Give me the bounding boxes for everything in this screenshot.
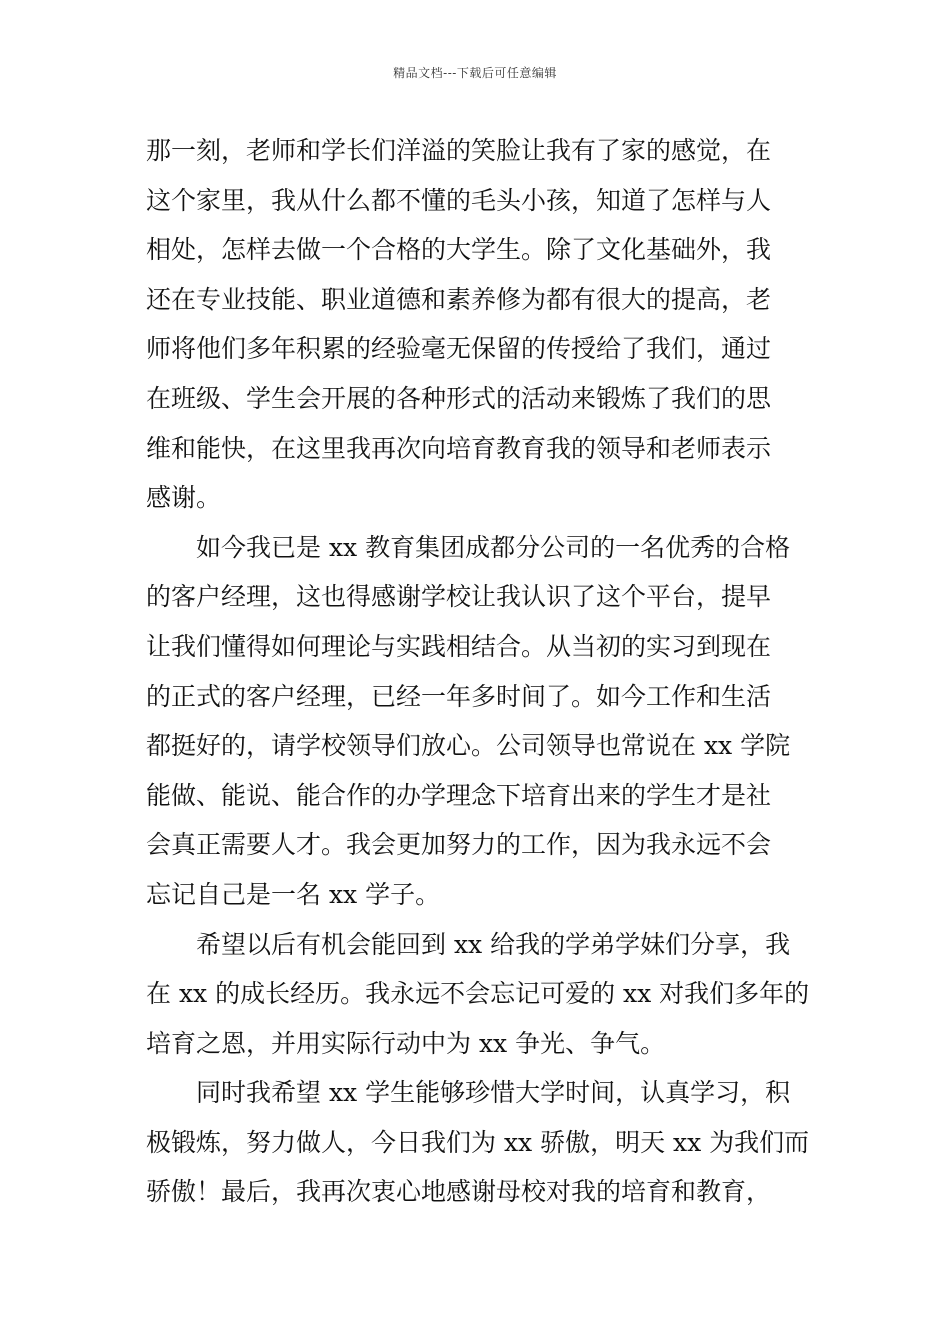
text-line: 让我们懂得如何理论与实践相结合。从当初的实习到现在 — [146, 631, 772, 661]
text-line: 相处，怎样去做一个合格的大学生。除了文化基础外，我 — [146, 235, 772, 265]
paragraph-3 — [146, 920, 810, 1069]
page-header: 精品文档---下载后可任意编辑 — [393, 66, 557, 80]
document-body — [146, 126, 810, 1217]
text-line: 极锻炼，努力做人，今日我们为 xx 骄傲，明天 xx 为我们而 — [146, 1127, 810, 1157]
text-line: 的客户经理，这也得感谢学校让我认识了这个平台，提早 — [146, 582, 772, 612]
text-line: 同时我希望 xx 学生能够珍惜大学时间，认真学习，积 — [196, 1078, 791, 1108]
text-line: 如今我已是 xx 教育集团成都分公司的一名优秀的合格 — [196, 532, 791, 562]
text-line: 这个家里，我从什么都不懂的毛头小孩，知道了怎样与人 — [146, 185, 772, 215]
text-line: 培育之恩，并用实际行动中为 xx 争光、争气。 — [146, 1028, 666, 1058]
text-line: 会真正需要人才。我会更加努力的工作，因为我永远不会 — [146, 830, 772, 860]
paragraph-1 — [146, 126, 810, 523]
text-line: 师将他们多年积累的经验毫无保留的传授给了我们，通过 — [146, 334, 772, 364]
text-line: 希望以后有机会能回到 xx 给我的学弟学妹们分享，我 — [196, 929, 791, 959]
text-line: 在班级、学生会开展的各种形式的活动来锻炼了我们的思 — [146, 383, 772, 413]
text-line: 忘记自己是一名 xx 学子。 — [146, 879, 441, 909]
text-line: 感谢。 — [146, 483, 222, 513]
text-line: 那一刻，老师和学长们洋溢的笑脸让我有了家的感觉，在 — [146, 136, 772, 165]
text-line: 能做、能说、能合作的办学理念下培育出来的学生才是社 — [146, 780, 772, 810]
paragraph-2 — [146, 523, 810, 920]
text-line: 都挺好的，请学校领导们放心。公司领导也常说在 xx 学院 — [146, 731, 791, 761]
text-line: 骄傲！最后，我再次衷心地感谢母校对我的培育和教育， — [146, 1177, 772, 1207]
paragraph-4 — [146, 1068, 810, 1217]
text-line: 在 xx 的成长经历。我永远不会忘记可爱的 xx 对我们多年的 — [146, 979, 810, 1009]
text-line: 维和能快，在这里我再次向培育教育我的领导和老师表示 — [146, 433, 772, 463]
text-line: 还在专业技能、职业道德和素养修为都有很大的提高，老 — [146, 284, 772, 314]
text-line: 的正式的客户经理，已经一年多时间了。如今工作和生活 — [146, 681, 772, 711]
